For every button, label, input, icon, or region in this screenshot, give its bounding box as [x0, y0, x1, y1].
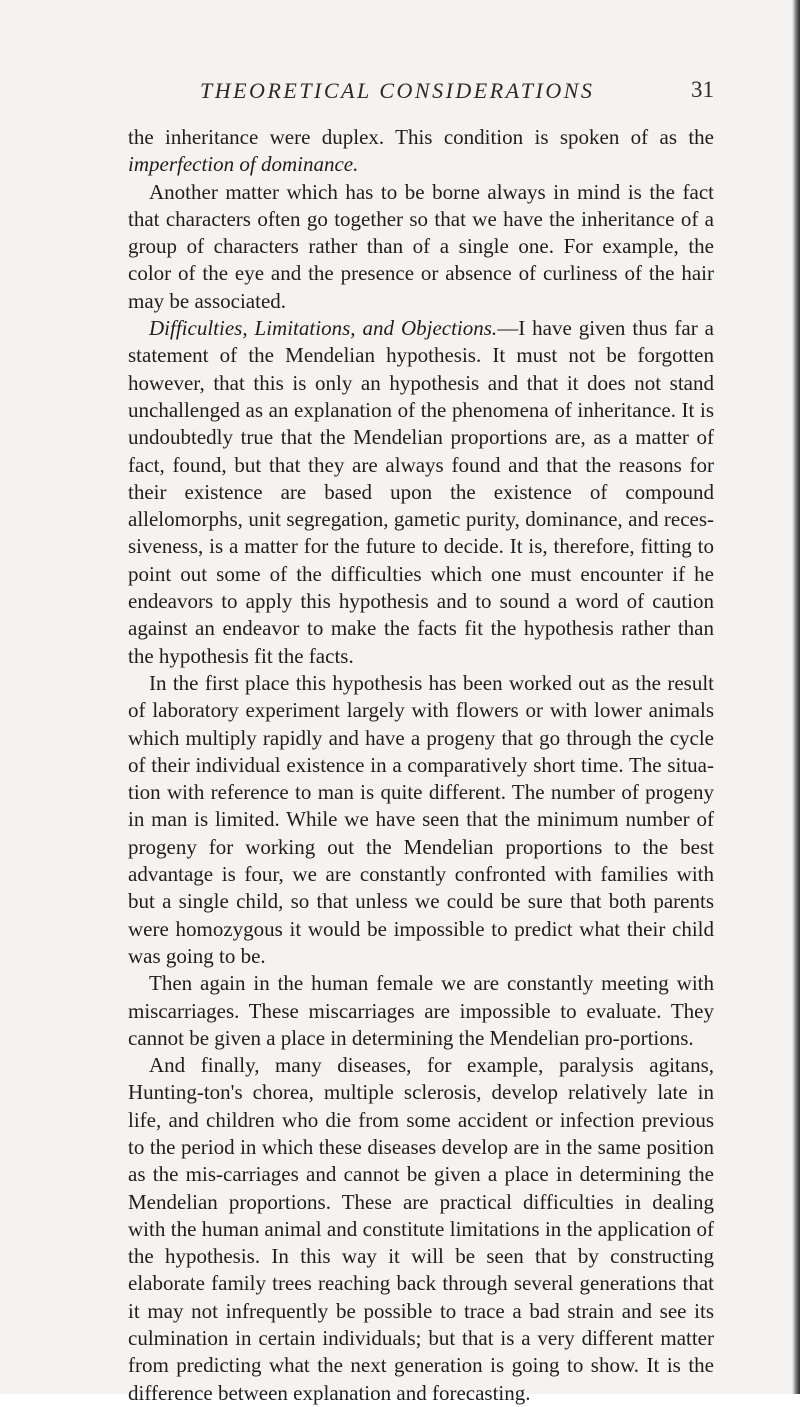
- body-text: [128, 124, 714, 1407]
- paragraph-3-rest: —I have given thus far a statement of the Mendelian hypothesis. It must not be forgotten however, that this is only an hypothesis and that it does not stand unchallenged as an explanation of the phenomena of inheritance. It is undoubtedly true that the Mendelian proportions are, as a matter of fact, found, but that they are always found and that the reasons for their existence are based upon the existence of compound allelomorphs, unit segregation, gametic purity, dominance, and reces-siveness, is a matter for the future to decide. It is, therefore, fitting to point out some of the difficulties which one must encounter if he endeavors to apply this hypothesis and to sound a word of caution against an endeavor to make the facts fit the hypothesis rather than the hypothesis fit the facts.: [128, 316, 714, 668]
- paragraph-4-rest: In the first place this hypothesis has been worked out as the result of laboratory experiment largely with flowers or with lower animals which multiply rapidly and have a progeny that go through the cycle of their individual existence in a comparatively short time. The situa-tion with reference to man is quite different. The number of progeny in man is limited. While we have seen that the minimum number of progeny for working out the Mendelian proportions to the best advantage is four, we are constantly confronted with families with but a single child, so that unless we could be sure that both parents were homozygous it would be impossible to predict what their child was going to be.: [128, 670, 714, 968]
- paragraph-6-rest: And finally, many diseases, for example, paralysis agitans, Hunting-ton's chorea, multiple sclerosis, develop relatively late in life, and children who die from some accident or infection previous to the period in which these diseases develop are in the same position as the mis-carriages and cannot be given a place in determining the Mendelian proportions. These are practical difficulties in dealing with the human animal and constitute limitations in the application of the hypothesis. In this way it will be seen that by constructing elaborate family trees reaching back through several generations that it may not infrequently be possible to trace a bad strain and see its culmination in certain individuals; but that is a very different matter from predicting what the next generation is going to show. It is the difference between explanation and forecasting.: [128, 1053, 714, 1405]
- paragraph-5-rest: Then again in the human female we are constantly meeting with miscarriages. These miscarriages are impossible to evaluate. They cannot be given a place in determining the Mendelian pro-portions.: [128, 971, 714, 1050]
- paragraph-6: [128, 1052, 714, 1407]
- page-edge-shadow: [792, 0, 800, 1394]
- paragraph-1: [128, 124, 714, 179]
- paragraph-1-italic: imperfection of dominance.: [128, 152, 359, 177]
- paragraph-5: [128, 970, 714, 1052]
- section-heading-difficulties: Difficulties, Limitations, and Objections.: [149, 316, 498, 341]
- paragraph-3: [128, 315, 714, 670]
- running-title: THEORETICAL CONSIDERATIONS: [200, 78, 595, 103]
- page-header: [128, 72, 714, 112]
- paragraph-2: [128, 179, 714, 315]
- paragraph-4: [128, 670, 714, 970]
- paragraph-2-rest: Another matter which has to be borne always in mind is the fact that characters often go together so that we have the inheritance of a group of characters rather than of a single one. For example, the color of the eye and the presence or absence of curliness of the hair may be associated.: [128, 179, 714, 313]
- page-number: 31: [691, 77, 714, 102]
- paragraph-1-lead: the inheritance were duplex. This condition is spoken of as the: [128, 125, 714, 149]
